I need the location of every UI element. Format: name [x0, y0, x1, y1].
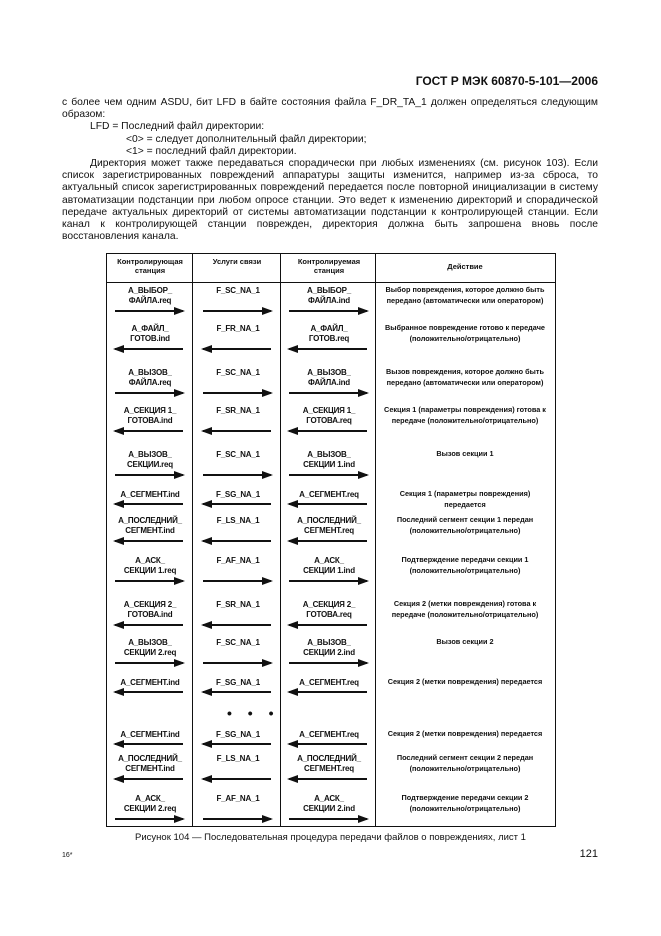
message-arrow-right [203, 580, 271, 582]
message-arrow-left [115, 348, 183, 350]
cell-left: А_СЕГМЕНТ.ind [120, 730, 180, 739]
cell-left: А_АСК_ СЕКЦИИ 2.req [123, 794, 177, 813]
cell-right: А_СЕГМЕНТ.req [299, 490, 359, 499]
cell-left: А_СЕКЦИЯ 2_ ГОТОВА.ind [123, 600, 177, 619]
message-arrow-left [203, 778, 271, 780]
body-text [62, 97, 598, 243]
action-text: Секция 1 (параметры повреждения) передается [399, 489, 531, 509]
cell-right: А_ВЫЗОВ_ СЕКЦИИ 1.ind [303, 450, 355, 469]
cell-left: А_ФАЙЛ_ ГОТОВ.ind [130, 324, 170, 343]
cell-right: А_ПОСЛЕДНИЙ_ СЕГМЕНТ.req [297, 516, 361, 535]
message-arrow-left [203, 624, 271, 626]
message-arrow-right [115, 580, 183, 582]
cell-mid: F_SG_NA_1 [216, 678, 260, 687]
message-arrow-left [203, 503, 271, 505]
message-arrow-left [289, 778, 367, 780]
header-services: Услуги связи [212, 257, 262, 266]
message-arrow-right [289, 580, 367, 582]
page-header: ГОСТ Р МЭК 60870-5-101—2006 [415, 74, 598, 88]
cell-right: А_АСК_ СЕКЦИИ 2.ind [303, 794, 355, 813]
cell-right: А_ФАЙЛ_ ГОТОВ.req [308, 324, 350, 343]
lfd-0-line: <0> = следует дополнительный файл директории; [126, 133, 367, 145]
cell-right: А_ПОСЛЕДНИЙ_ СЕГМЕНТ.req [297, 754, 361, 773]
cell-right: А_СЕКЦИЯ 1_ ГОТОВА.req [302, 406, 356, 425]
message-arrow-right [203, 392, 271, 394]
cell-left: А_ПОСЛЕДНИЙ_ СЕГМЕНТ.ind [118, 516, 182, 535]
paragraph-2: Директория может также передаваться спорадически при любых изменениях (см. рисунок 103). Если список зарегистрированных повреждений аппаратуры защиты изменится, например из-за сброса, то актуальный список зарегистрированных повреждений передается после повторной инициализации в систему автоматизации подстанции при любом опросе станции. Это ведет к изменению директорий и спорадической передаче актуальных директорий от системы автоматизации подстанции к контролирующей станции. Если канал к контролирующей станции поврежден, директория должна быть запрошена вновь после восстановления канала. [62, 158, 598, 243]
action-text: Выбор повреждения, которое должно быть передано (автоматически или оператором) [385, 285, 545, 305]
lfd-line: LFD = Последний файл директории: [90, 121, 265, 133]
message-arrow-right [115, 818, 183, 820]
message-arrow-right [289, 474, 367, 476]
message-arrow-left [289, 503, 367, 505]
cell-left: А_ВЫБОР_ ФАЙЛА.req [128, 286, 172, 305]
column-divider [375, 254, 376, 826]
action-text: Подтверждение передачи секции 2 (положительно/отрицательно) [401, 793, 529, 813]
paragraph-1: с более чем одним ASDU, бит LFD в байте состояния файла F_DR_TA_1 должен определяться следующим образом: [62, 97, 598, 121]
cell-right: А_СЕГМЕНТ.req [299, 678, 359, 687]
cell-mid: F_SC_NA_1 [216, 638, 260, 647]
message-arrow-right [289, 662, 367, 664]
message-arrow-left [289, 624, 367, 626]
message-arrow-right [289, 310, 367, 312]
message-arrow-right [203, 474, 271, 476]
message-arrow-left [203, 348, 271, 350]
message-arrow-left [289, 430, 367, 432]
cell-right: А_ВЫЗОВ_ СЕКЦИИ 2.ind [303, 638, 355, 657]
cell-mid: F_SC_NA_1 [216, 286, 260, 295]
lfd-1-line: <1> = последний файл директории. [126, 145, 297, 157]
cell-mid: F_FR_NA_1 [216, 324, 260, 333]
cell-mid: F_SR_NA_1 [216, 600, 260, 609]
action-text: Секция 1 (параметры повреждения) готова к передаче (положительно/отрицательно) [384, 405, 546, 425]
cell-left: А_АСК_ СЕКЦИИ 1.req [123, 556, 177, 575]
message-arrow-left [115, 540, 183, 542]
message-arrow-left [289, 691, 367, 693]
action-text: Вызов повреждения, которое должно быть передано (автоматически или оператором) [386, 367, 544, 387]
message-arrow-left [115, 743, 183, 745]
message-arrow-right [289, 392, 367, 394]
cell-left: А_СЕГМЕНТ.ind [120, 678, 180, 687]
footer-mark: 16* [62, 852, 73, 859]
figure-caption: Рисунок 104 — Последовательная процедура передачи файлов о повреждениях, лист 1 [135, 832, 526, 843]
cell-left: А_ПОСЛЕДНИЙ_ СЕГМЕНТ.ind [118, 754, 182, 773]
header-controlling-station: Контролирующая станция [117, 257, 183, 275]
cell-mid: F_SG_NA_1 [216, 730, 260, 739]
cell-mid: F_AF_NA_1 [216, 556, 260, 565]
cell-mid: F_SG_NA_1 [216, 490, 260, 499]
message-arrow-left [115, 624, 183, 626]
cell-mid: F_SC_NA_1 [216, 450, 260, 459]
column-divider [192, 254, 193, 826]
cell-right: А_ВЫЗОВ_ ФАЙЛА.ind [307, 368, 351, 387]
cell-right: А_АСК_ СЕКЦИИ 1.ind [303, 556, 355, 575]
message-arrow-left [289, 743, 367, 745]
message-arrow-right [115, 392, 183, 394]
message-arrow-right [289, 818, 367, 820]
column-divider [280, 254, 281, 826]
message-arrow-left [203, 430, 271, 432]
message-arrow-left [115, 430, 183, 432]
action-text: Секция 2 (метки повреждения) передается [387, 729, 543, 738]
cell-mid: F_LS_NA_1 [216, 754, 260, 763]
action-text: Секция 2 (метки повреждения) передается [387, 677, 543, 686]
cell-left: А_СЕКЦИЯ 1_ ГОТОВА.ind [123, 406, 177, 425]
action-text: Последний сегмент секции 1 передан (положительно/отрицательно) [396, 515, 534, 535]
cell-left: А_ВЫЗОВ_ СЕКЦИИ.req [126, 450, 173, 469]
cell-mid: F_SC_NA_1 [216, 368, 260, 377]
message-arrow-right [203, 310, 271, 312]
message-arrow-left [115, 778, 183, 780]
cell-right: А_ВЫБОР_ ФАЙЛА.ind [307, 286, 351, 305]
action-text: Вызов секции 2 [436, 637, 494, 646]
cell-left: А_ВЫЗОВ_ СЕКЦИИ 2.req [123, 638, 177, 657]
action-text: Выбранное повреждение готово к передаче (положительно/отрицательно) [385, 323, 545, 343]
header-action: Действие [447, 262, 483, 271]
action-text: Подтверждение передачи секции 1 (положительно/отрицательно) [401, 555, 529, 575]
message-arrow-left [115, 503, 183, 505]
message-arrow-right [203, 818, 271, 820]
message-arrow-left [115, 691, 183, 693]
cell-right: А_СЕКЦИЯ 2_ ГОТОВА.req [302, 600, 356, 619]
header-divider [107, 282, 555, 283]
header-controlled-station: Контролируемая станция [297, 257, 361, 275]
action-text: Последний сегмент секции 2 передан (положительно/отрицательно) [396, 753, 534, 773]
action-text: Вызов секции 1 [436, 449, 494, 458]
message-arrow-right [203, 662, 271, 664]
cell-left: А_СЕГМЕНТ.ind [120, 490, 180, 499]
message-arrow-right [115, 310, 183, 312]
message-arrow-right [115, 662, 183, 664]
action-text: Секция 2 (метки повреждения) готова к передаче (положительно/отрицательно) [391, 599, 539, 619]
cell-mid: F_SR_NA_1 [216, 406, 260, 415]
ellipsis: • • • [227, 705, 280, 721]
cell-mid: F_AF_NA_1 [216, 794, 260, 803]
message-arrow-left [203, 691, 271, 693]
sequence-figure [106, 253, 556, 827]
message-arrow-left [289, 348, 367, 350]
message-arrow-right [115, 474, 183, 476]
message-arrow-left [203, 743, 271, 745]
message-arrow-left [203, 540, 271, 542]
cell-right: А_СЕГМЕНТ.req [299, 730, 359, 739]
cell-mid: F_LS_NA_1 [216, 516, 260, 525]
page-number: 121 [579, 848, 598, 860]
cell-left: А_ВЫЗОВ_ ФАЙЛА.req [128, 368, 172, 387]
message-arrow-left [289, 540, 367, 542]
